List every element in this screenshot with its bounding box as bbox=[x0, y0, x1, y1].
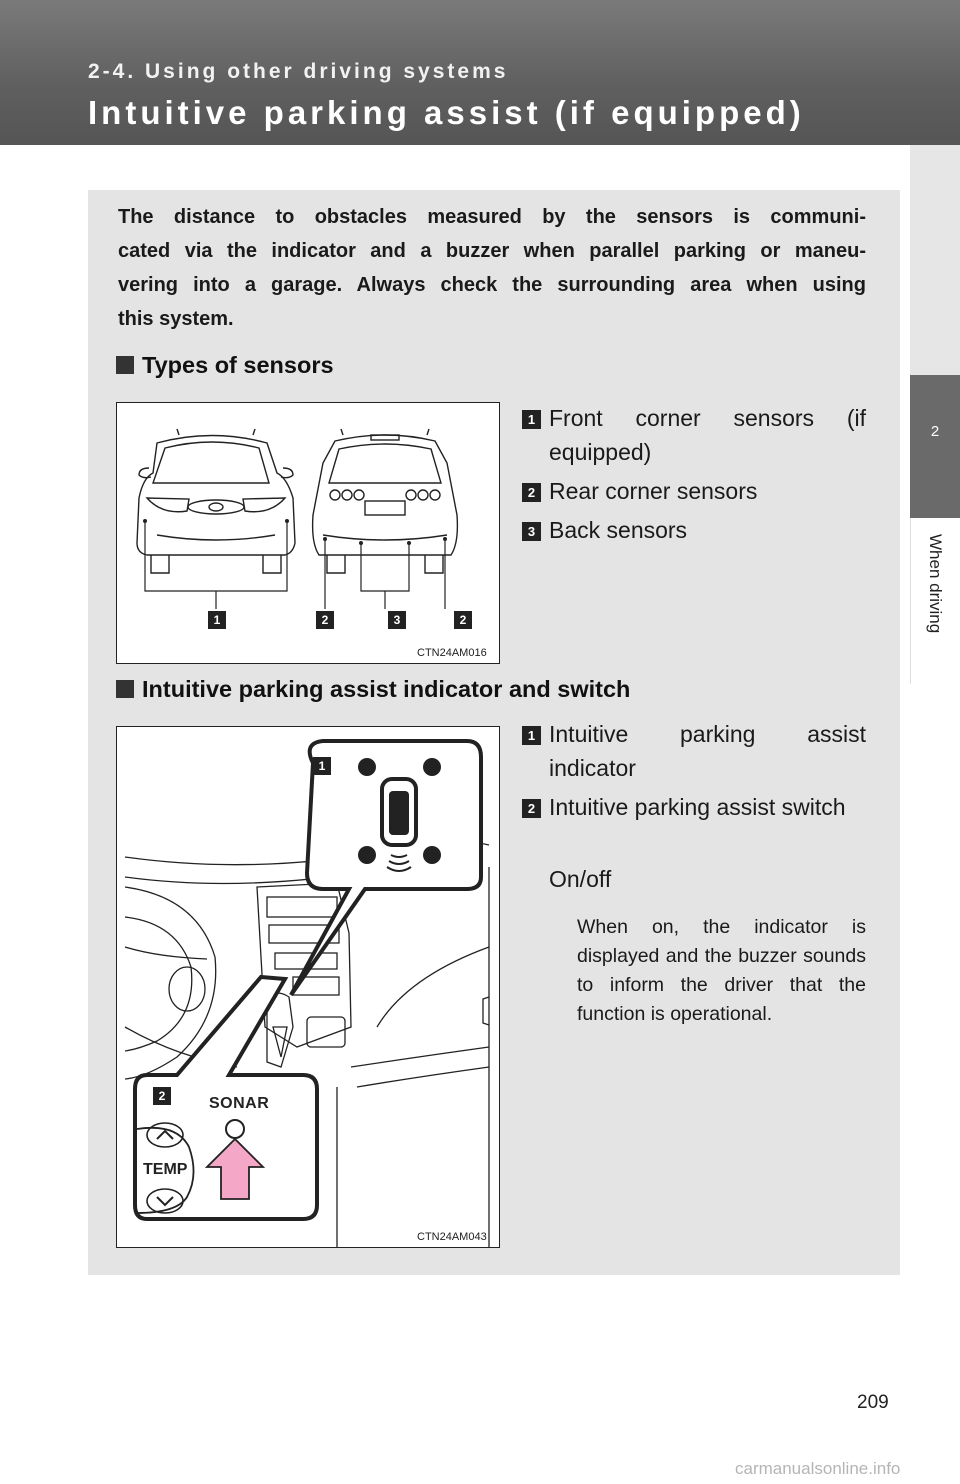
callout-2: 2 bbox=[321, 613, 329, 627]
inset-callout-2: 2 bbox=[158, 1089, 166, 1103]
chapter-number: 2 bbox=[930, 423, 940, 440]
page-number: 209 bbox=[857, 1392, 889, 1413]
switch-state bbox=[549, 862, 893, 896]
sensors-heading-text: Types of sensors bbox=[142, 352, 334, 378]
section-title: 2-4. Using other driving systems bbox=[88, 60, 509, 83]
sensors-heading bbox=[116, 352, 334, 379]
sensor-item-2 bbox=[522, 474, 866, 508]
side-tab-spacer bbox=[910, 145, 960, 375]
watermark: carmanualsonline.info bbox=[735, 1459, 901, 1478]
item-number-badge: 2 bbox=[522, 799, 541, 818]
callout-1: 1 bbox=[213, 613, 221, 627]
page-title: Intuitive parking assist (if equipped) bbox=[88, 94, 805, 131]
sensor-item-label: Front corner sensors (if equipped) bbox=[549, 405, 866, 465]
sensor-item-label: Back sensors bbox=[549, 517, 688, 543]
indicator-item-1 bbox=[522, 717, 866, 785]
sensors-figure bbox=[116, 402, 500, 664]
sonar-label: SONAR bbox=[209, 1095, 270, 1112]
indicator-heading bbox=[116, 676, 630, 703]
intro-line: cated via the indicator and a buzzer when parallel parking or maneu- bbox=[118, 240, 866, 262]
indicator-figure bbox=[116, 726, 500, 1248]
indicator-item-label: Intuitive parking assist switch bbox=[549, 794, 846, 820]
indicator-item-2 bbox=[522, 790, 866, 824]
callout-3: 3 bbox=[393, 613, 401, 627]
inset-callout-1: 1 bbox=[318, 759, 326, 773]
chapter-label: When driving bbox=[926, 534, 945, 634]
item-number-badge: 1 bbox=[522, 410, 541, 429]
temp-label: TEMP bbox=[143, 1161, 188, 1178]
sensor-item-1 bbox=[522, 401, 866, 469]
item-number-badge: 1 bbox=[522, 726, 541, 745]
sensor-item-label: Rear corner sensors bbox=[549, 478, 758, 504]
chapter-tab[interactable] bbox=[910, 375, 960, 518]
callout-2b: 2 bbox=[459, 613, 467, 627]
page-header bbox=[0, 0, 960, 145]
indicator-item-label: Intuitive parking assist indicator bbox=[549, 721, 866, 781]
intro-line: The distance to obstacles measured by the sensors is communi- bbox=[118, 206, 866, 228]
chapter-label-tab bbox=[910, 518, 960, 684]
item-number-badge: 3 bbox=[522, 522, 541, 541]
sensor-item-3 bbox=[522, 513, 866, 547]
heading-square-icon bbox=[116, 680, 134, 698]
figure-code: CTN24AM043 bbox=[417, 1231, 487, 1243]
intro-line: vering into a garage. Always check the surrounding area when using bbox=[118, 274, 866, 296]
heading-square-icon bbox=[116, 356, 134, 374]
intro-paragraph bbox=[118, 200, 866, 336]
figure-code: CTN24AM016 bbox=[417, 647, 487, 659]
item-number-badge: 2 bbox=[522, 483, 541, 502]
indicator-heading-text: Intuitive parking assist indicator and switch bbox=[142, 676, 631, 702]
vehicle-front-rear-illustration bbox=[117, 403, 501, 665]
indicator-note: When on, the indicator is displayed and the buzzer sounds to inform the driver that the function is operational. bbox=[577, 916, 866, 1025]
switch-state-text: On/off bbox=[549, 866, 612, 892]
intro-line: this system. bbox=[118, 308, 234, 330]
